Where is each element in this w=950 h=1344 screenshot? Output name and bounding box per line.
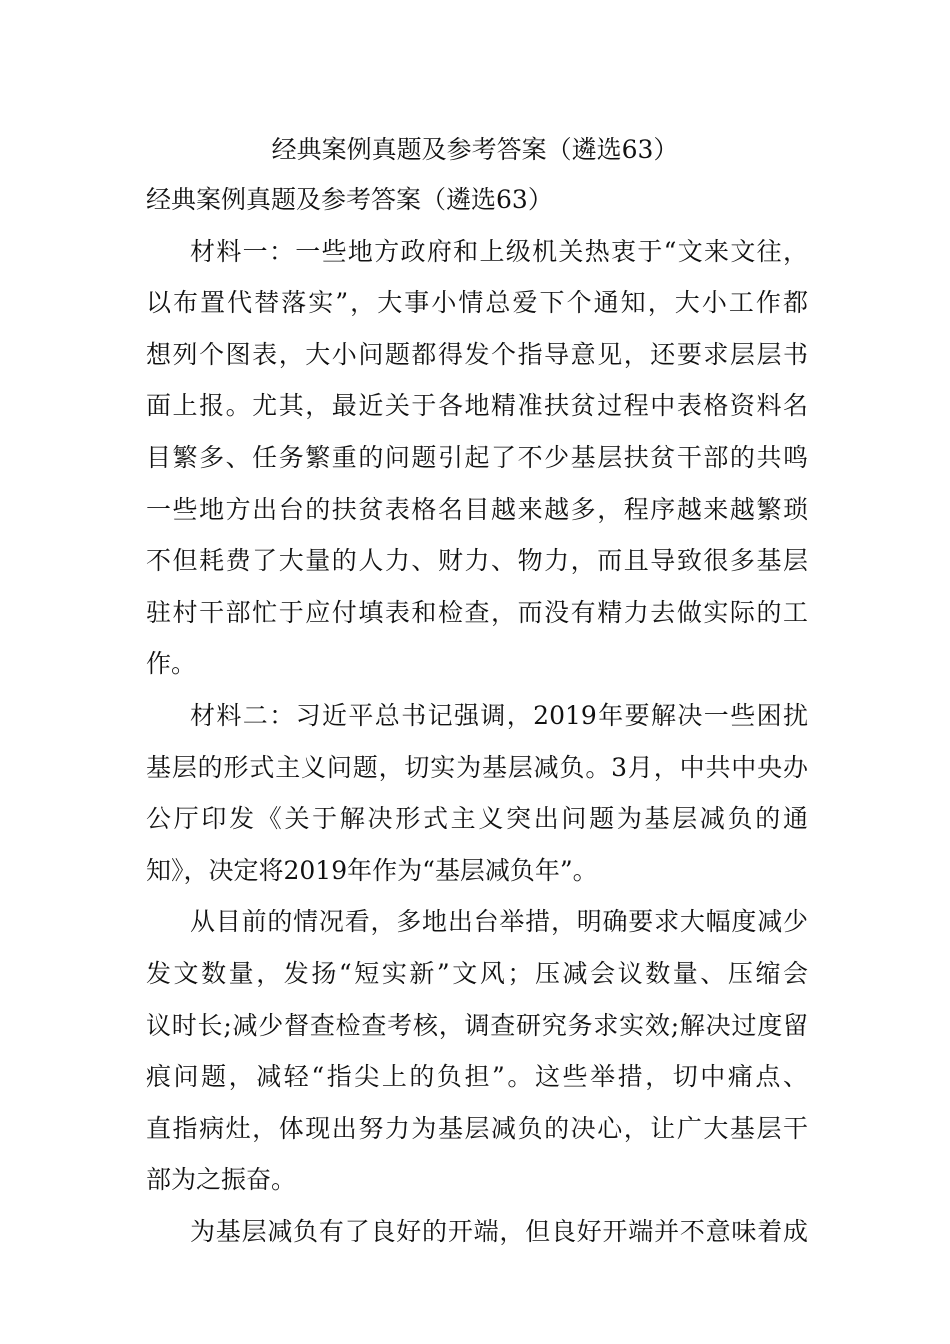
text-line: 为基层减负有了良好的开端，但良好开端并不意味着成 <box>190 1216 808 1246</box>
text-line: 痕问题，减轻“指尖上的负担”。这些举措，切中痛点、 <box>146 1062 808 1092</box>
text-line: 面上报。尤其，最近关于各地精准扶贫过程中表格资料名 <box>146 391 808 421</box>
text-line: 作。 <box>146 649 197 679</box>
text-line: 想列个图表，大小问题都得发个指导意见，还要求层层书 <box>146 339 808 369</box>
text-line: 发文数量，发扬“短实新”文风；压减会议数量、压缩会 <box>146 958 808 988</box>
text-line: 以布置代替落实”，大事小情总爱下个通知，大小工作都 <box>146 288 808 318</box>
document-body <box>146 180 808 1263</box>
subtitle-line: 经典案例真题及参考答案（遴选63） <box>146 185 553 214</box>
text-line: 议时长;减少督查检查考核，调查研究务求实效;解决过度留 <box>146 1010 808 1040</box>
text-line: 驻村干部忙于应付填表和检查，而没有精力去做实际的工 <box>146 597 808 627</box>
text-line: 部为之振奋。 <box>146 1165 297 1195</box>
text-line: 材料二：习近平总书记强调，2019年要解决一些困扰 <box>190 700 808 730</box>
document-title: 经典案例真题及参考答案（遴选63） <box>271 135 679 164</box>
text-line: 基层的形式主义问题，切实为基层减负。3月，中共中央办 <box>146 752 808 782</box>
text-line: 知》，决定将2019年作为“基层减负年”。 <box>146 855 598 885</box>
text-line: 从目前的情况看，多地出台举措，明确要求大幅度减少 <box>190 907 808 937</box>
text-line: 直指病灶，体现出努力为基层减负的决心，让广大基层干 <box>146 1113 808 1143</box>
text-line: 目繁多、任务繁重的问题引起了不少基层扶贫干部的共鸣 <box>146 442 808 472</box>
text-line: 不但耗费了大量的人力、财力、物力，而且导致很多基层 <box>146 546 808 576</box>
text-line: 材料一：一些地方政府和上级机关热衷于“文来文往， <box>190 236 808 266</box>
text-line: 一些地方出台的扶贫表格名目越来越多，程序越来越繁琐 <box>146 494 808 524</box>
text-line: 公厅印发《关于解决形式主义突出问题为基层减负的通 <box>146 804 808 834</box>
